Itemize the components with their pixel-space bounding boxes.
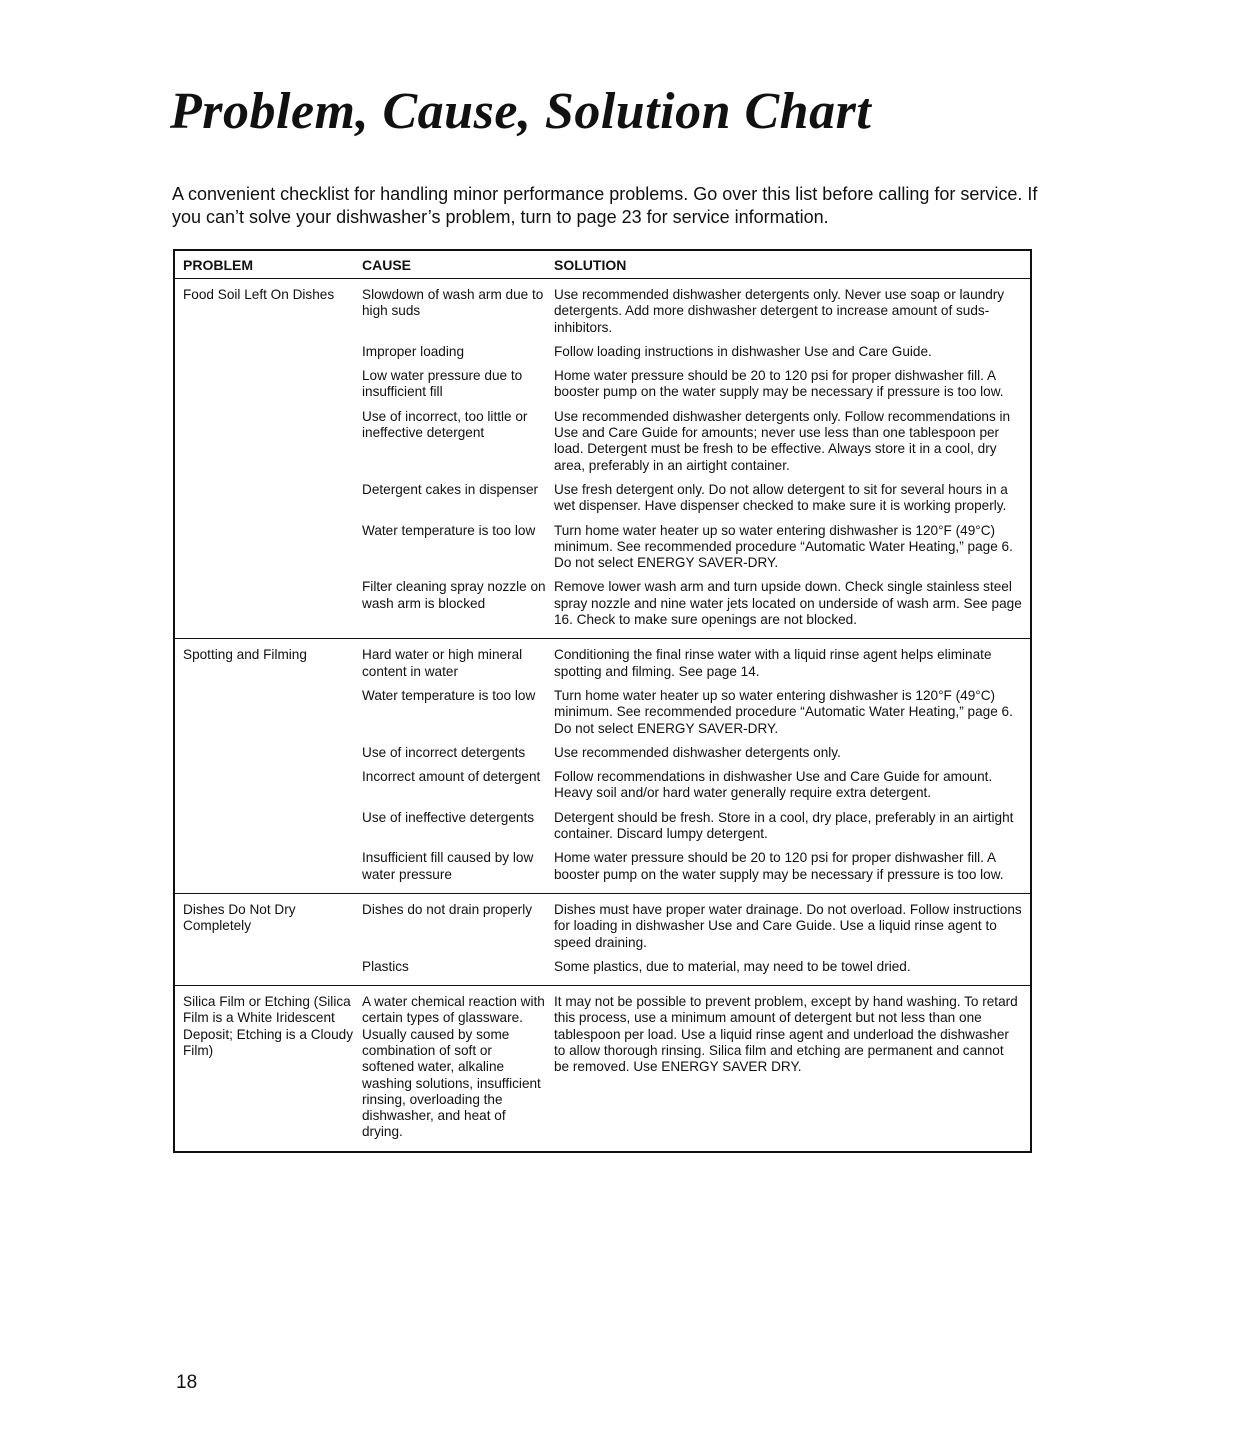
problem-group (175, 986, 1030, 1151)
cause-cell: Plastics (362, 958, 409, 974)
solution-cell: It may not be possible to prevent problem, except by hand washing. To retard this process, use a minimum amount of detergent but not less than one tablespoon per load. Use a liquid rinse agent and underload the dishwasher to allow thorough rinsing. Silica film and etching are permanent and cannot be removed. Use ENERGY SAVER DRY. (554, 994, 1018, 1075)
problem-cell: Food Soil Left On Dishes (183, 287, 335, 302)
problem-group (175, 279, 1030, 639)
solution-cell: Detergent should be fresh. Store in a cool, dry place, preferably in an airtight container. Discard lumpy detergent. (554, 809, 1014, 842)
cause-cell: Use of incorrect, too little or ineffective detergent (362, 408, 528, 441)
solution-cell: Conditioning the final rinse water with a liquid rinse agent helps eliminate spotting and filming. See page 14. (554, 647, 992, 679)
solution-cell: Use fresh detergent only. Do not allow detergent to sit for several hours in a wet dispenser. Have dispenser checked to make sure it is working properly. (554, 481, 1008, 514)
table-row (354, 409, 1030, 474)
table-row (354, 994, 1030, 1141)
page-title: Problem, Cause, Solution Chart (170, 83, 872, 140)
solution-cell: Follow loading instructions in dishwasher Use and Care Guide. (554, 343, 932, 359)
table-row (354, 810, 1030, 843)
table-row (354, 850, 1030, 883)
table-row (354, 482, 1030, 515)
solution-cell: Home water pressure should be 20 to 120 psi for proper dishwasher fill. A booster pump on the water supply may be necessary if pressure is too low. (554, 850, 1004, 882)
table-row (354, 287, 1030, 336)
table-row (354, 688, 1030, 737)
table-row (354, 579, 1030, 628)
cause-cell: A water chemical reaction with certain types of glassware. Usually caused by some combination of soft or softened water, alkaline washing solutions, insufficient rinsing, overloading the dishwasher, and heat of drying. (362, 994, 545, 1140)
solution-cell: Dishes must have proper water drainage. Do not overload. Follow instructions for loading in dishwasher Use and Care Guide. Use a liquid rinse agent to speed draining. (554, 901, 1022, 950)
cause-cell: Incorrect amount of detergent (362, 769, 541, 785)
cause-cell: Use of incorrect detergents (362, 744, 526, 760)
solution-cell: Turn home water heater up so water entering dishwasher is 120°F (49°C) minimum. See recommended procedure “Automatic Water Heating,” page 6. Do not select ENERGY SAVER-DRY. (554, 522, 1013, 571)
cause-cell: Slowdown of wash arm due to high suds (362, 287, 544, 319)
cause-cell: Insufficient fill caused by low water pressure (362, 850, 534, 882)
header-solution: SOLUTION (554, 256, 627, 273)
solution-cell: Use recommended dishwasher detergents only. Never use soap or laundry detergents. Add more dishwasher detergent to increase amount of suds-inhibitors. (554, 287, 1005, 335)
solution-cell: Some plastics, due to material, may need to be towel dried. (554, 958, 911, 974)
solution-cell: Follow recommendations in dishwasher Use and Care Guide for amount. Heavy soil and/or hard water generally require extra detergent. (554, 769, 993, 801)
table-row (354, 902, 1030, 951)
cause-cell: Filter cleaning spray nozzle on wash arm is blocked (362, 579, 546, 611)
cause-cell: Low water pressure due to insufficient fill (362, 368, 523, 400)
solution-cell: Home water pressure should be 20 to 120 psi for proper dishwasher fill. A booster pump on the water supply may be necessary if pressure is too low. (554, 368, 1004, 400)
problem-cell: Spotting and Filming (183, 647, 307, 663)
table-row (354, 647, 1030, 680)
problem-group (175, 639, 1030, 894)
problem-group (175, 894, 1030, 986)
table-row (354, 523, 1030, 572)
header-cause: CAUSE (362, 256, 412, 273)
table-row (354, 344, 1030, 360)
cause-cell: Improper loading (362, 343, 465, 359)
cause-cell: Hard water or high mineral content in water (362, 647, 523, 679)
solution-cell: Remove lower wash arm and turn upside down. Check single stainless steel spray nozzle and nine water jets located on underside of wash arm. See page 16. Check to make sure openings are not blocked. (554, 579, 1022, 628)
page-number: 18 (176, 1372, 198, 1393)
header-problem: PROBLEM (183, 256, 253, 273)
cause-cell: Water temperature is too low (362, 687, 536, 703)
problem-cell: Silica Film or Etching (Silica Film is a White Iridescent Deposit; Etching is a Cloudy Film) (183, 994, 354, 1058)
cause-cell: Detergent cakes in dispenser (362, 481, 539, 497)
problem-chart-table (173, 249, 1032, 1153)
table-header-row (175, 251, 1030, 279)
intro-paragraph: A convenient checklist for handling minor performance problems. Go over this list before calling for service. If you can’t solve your dishwasher’s problem, turn to page 23 for service information. (172, 184, 1038, 227)
cause-cell: Use of ineffective detergents (362, 809, 535, 825)
table-row (354, 745, 1030, 761)
table-row (354, 959, 1030, 975)
solution-cell: Use recommended dishwasher detergents only. (554, 744, 841, 760)
cause-cell: Water temperature is too low (362, 522, 536, 538)
problem-cell: Dishes Do Not Dry Completely (183, 901, 296, 934)
solution-cell: Use recommended dishwasher detergents only. Follow recommendations in Use and Care Guide for amounts; never use less than one tablespoon per load. Detergent must be fresh to be effective. Always store it in a cool, dry area, preferably in an airtight container. (554, 408, 1011, 473)
solution-cell: Turn home water heater up so water entering dishwasher is 120°F (49°C) minimum. See recommended procedure “Automatic Water Heating,” page 6. Do not select ENERGY SAVER-DRY. (554, 687, 1013, 736)
table-row (354, 769, 1030, 802)
cause-cell: Dishes do not drain properly (362, 901, 533, 917)
table-row (354, 368, 1030, 401)
